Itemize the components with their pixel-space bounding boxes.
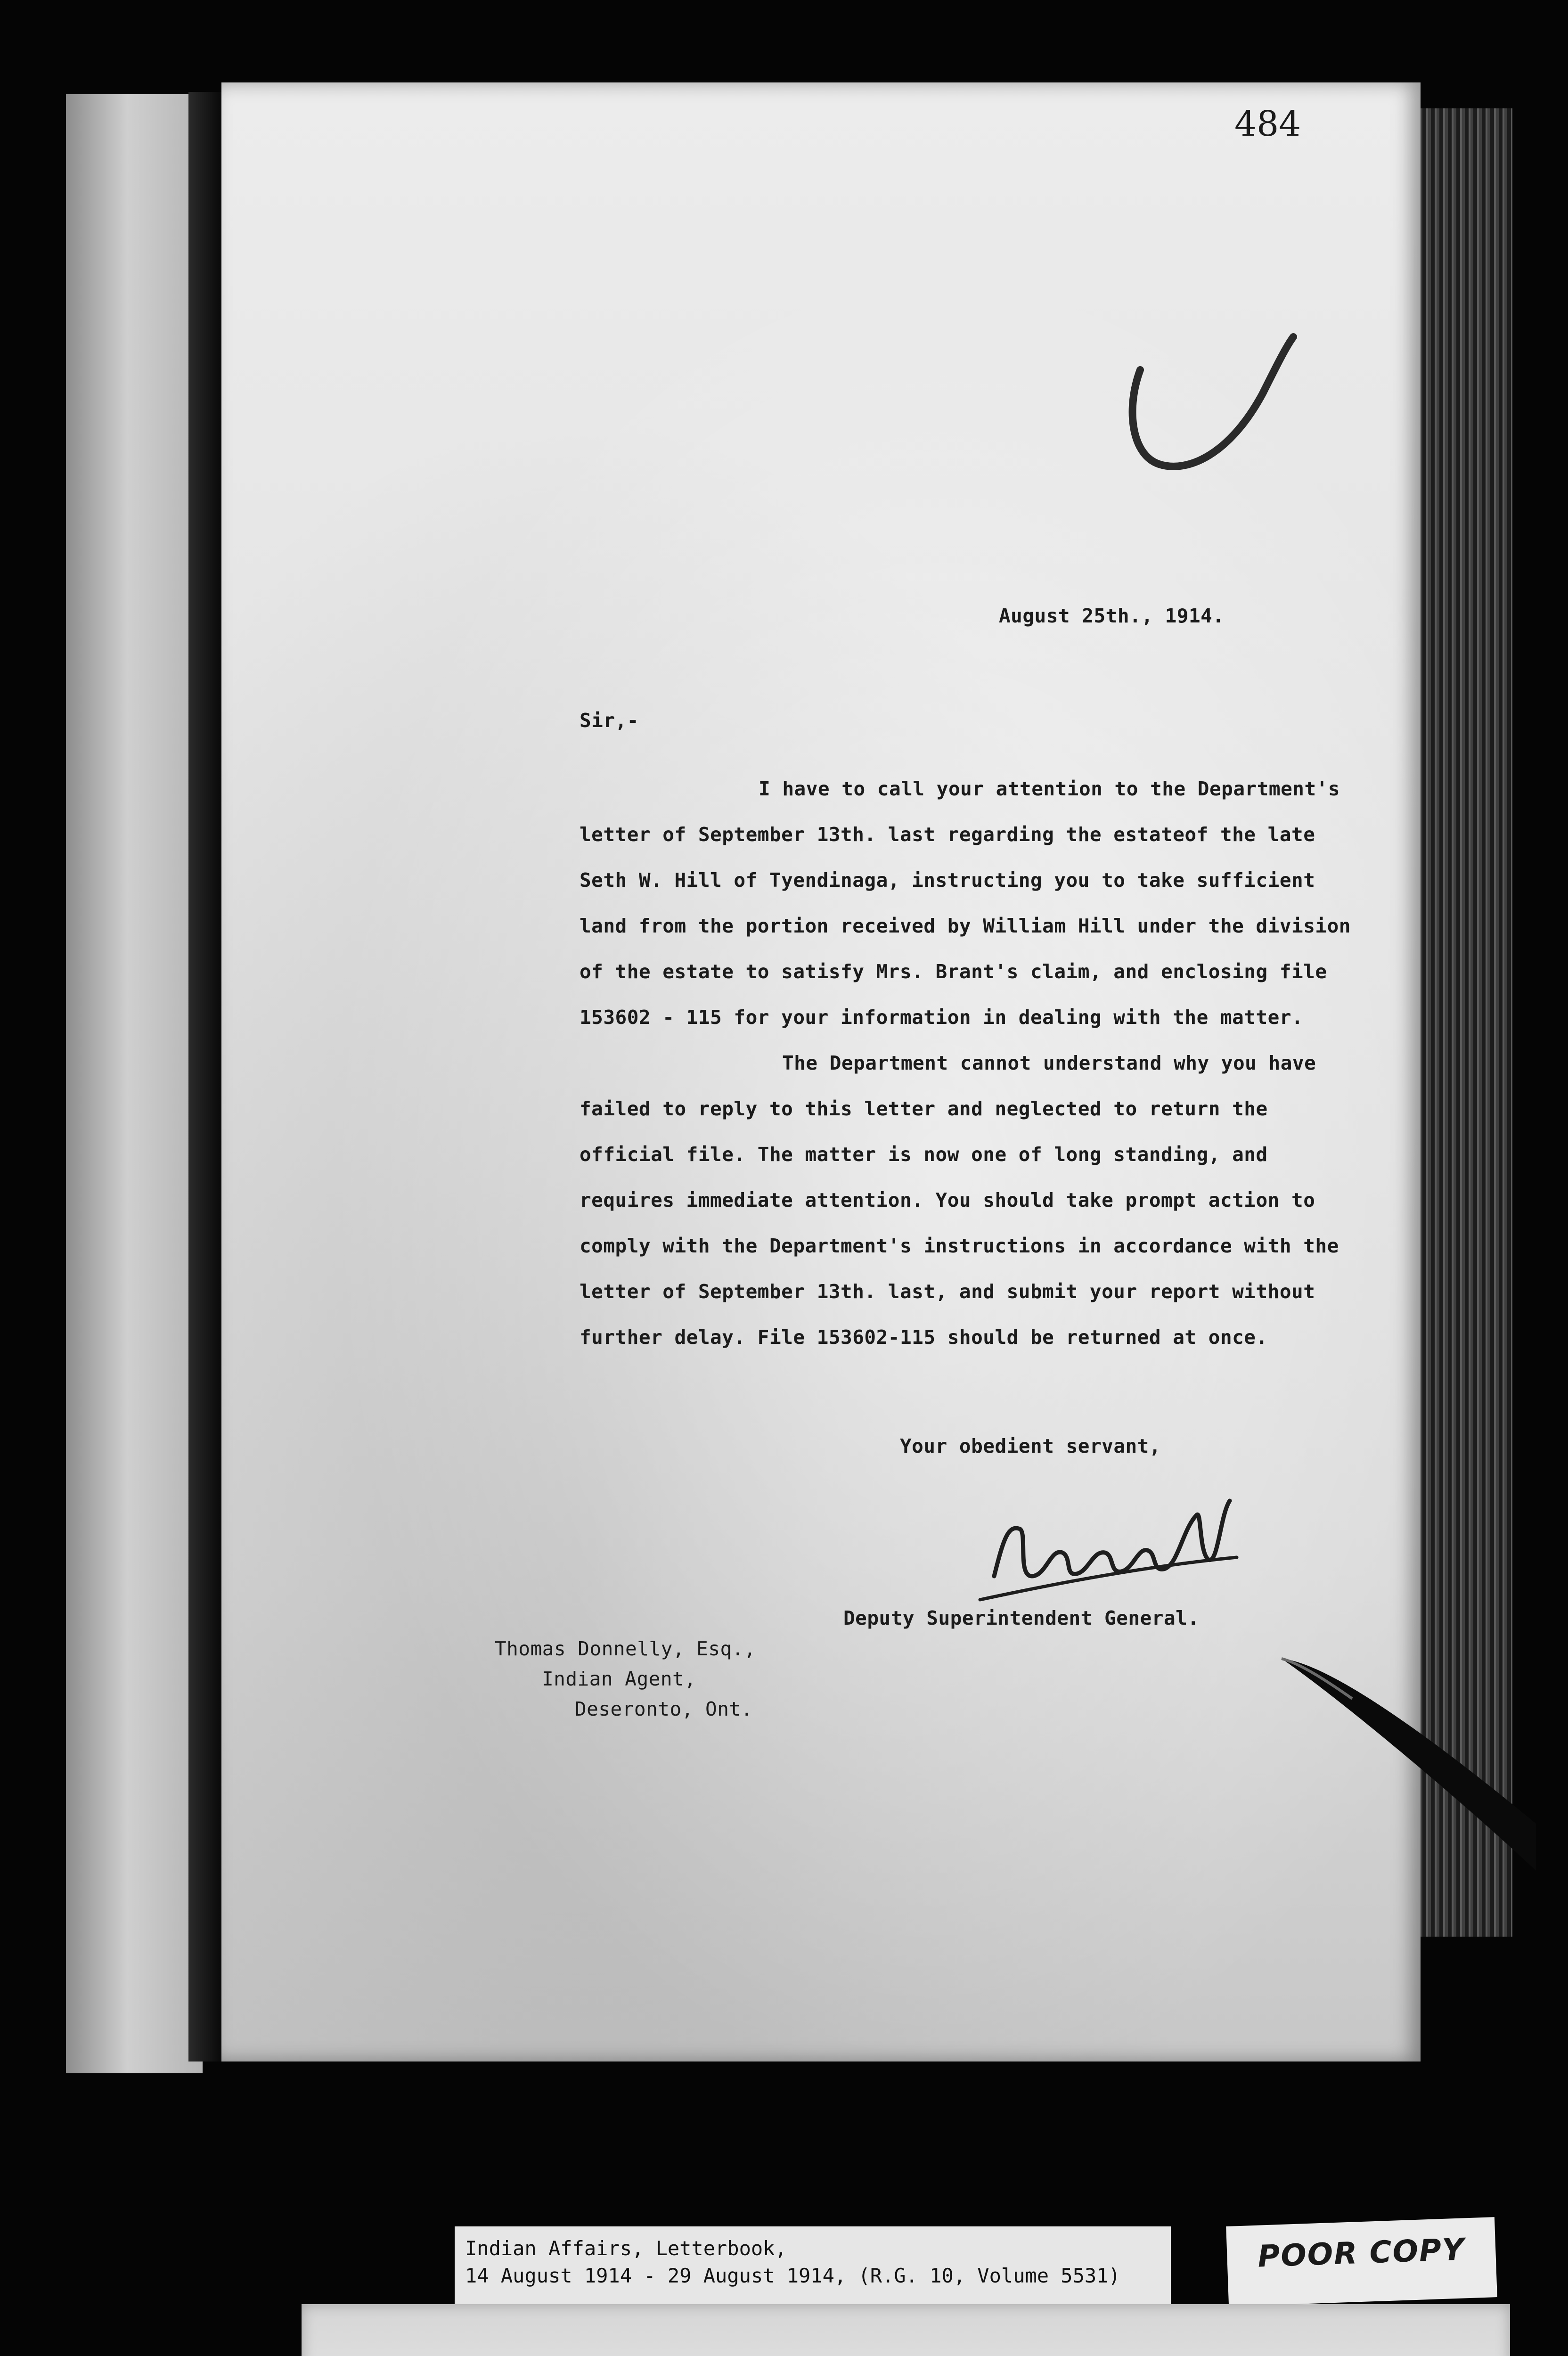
check-mark-icon bbox=[1107, 299, 1305, 502]
addressee-title: Indian Agent, bbox=[542, 1668, 696, 1690]
body-line: land from the portion received by William Hill under the division bbox=[580, 915, 1351, 937]
closing: Your obedient servant, bbox=[900, 1435, 1161, 1457]
body-line: Seth W. Hill of Tyendinaga, instructing you to take sufficient bbox=[580, 869, 1315, 892]
body-line: requires immediate attention. You should take prompt action to bbox=[580, 1189, 1315, 1211]
signatory-title: Deputy Superintendent General. bbox=[843, 1607, 1200, 1629]
body-line: of the estate to satisfy Mrs. Brant's claim, and enclosing file bbox=[580, 960, 1327, 983]
body-line: letter of September 13th. last regarding the estateof the late bbox=[580, 823, 1315, 846]
addressee-place: Deseronto, Ont. bbox=[575, 1698, 753, 1720]
body-line: official file. The matter is now one of long standing, and bbox=[580, 1143, 1268, 1166]
body-line: comply with the Department's instructions in accordance with the bbox=[580, 1235, 1339, 1257]
citation-line-2: 14 August 1914 - 29 August 1914, (R.G. 10, Volume 5531) bbox=[465, 2264, 1120, 2287]
left-book-page bbox=[66, 94, 203, 2073]
body-line: The Department cannot understand why you have bbox=[782, 1052, 1316, 1074]
handwritten-signature bbox=[975, 1458, 1239, 1619]
citation-label bbox=[455, 2226, 1171, 2311]
pen-pointer bbox=[1272, 1644, 1536, 1871]
poor-copy-note: POOR COPY bbox=[1226, 2217, 1497, 2307]
letter-date: August 25th., 1914. bbox=[999, 605, 1225, 627]
body-line: 153602 - 115 for your information in dealing with the matter. bbox=[580, 1006, 1304, 1029]
page-number: 484 bbox=[1234, 104, 1301, 144]
addressee-name: Thomas Donnelly, Esq., bbox=[495, 1637, 756, 1660]
citation-line-1: Indian Affairs, Letterbook, bbox=[465, 2237, 787, 2260]
body-line: further delay. File 153602-115 should be returned at once. bbox=[580, 1326, 1268, 1349]
archives-banner bbox=[302, 2304, 1510, 2356]
letter-page bbox=[221, 82, 1421, 2062]
salutation: Sir,- bbox=[580, 709, 639, 732]
body-line: failed to reply to this letter and neglected to return the bbox=[580, 1097, 1268, 1120]
body-line: letter of September 13th. last, and submit your report without bbox=[580, 1280, 1315, 1303]
body-line: I have to call your attention to the Department's bbox=[759, 777, 1340, 800]
